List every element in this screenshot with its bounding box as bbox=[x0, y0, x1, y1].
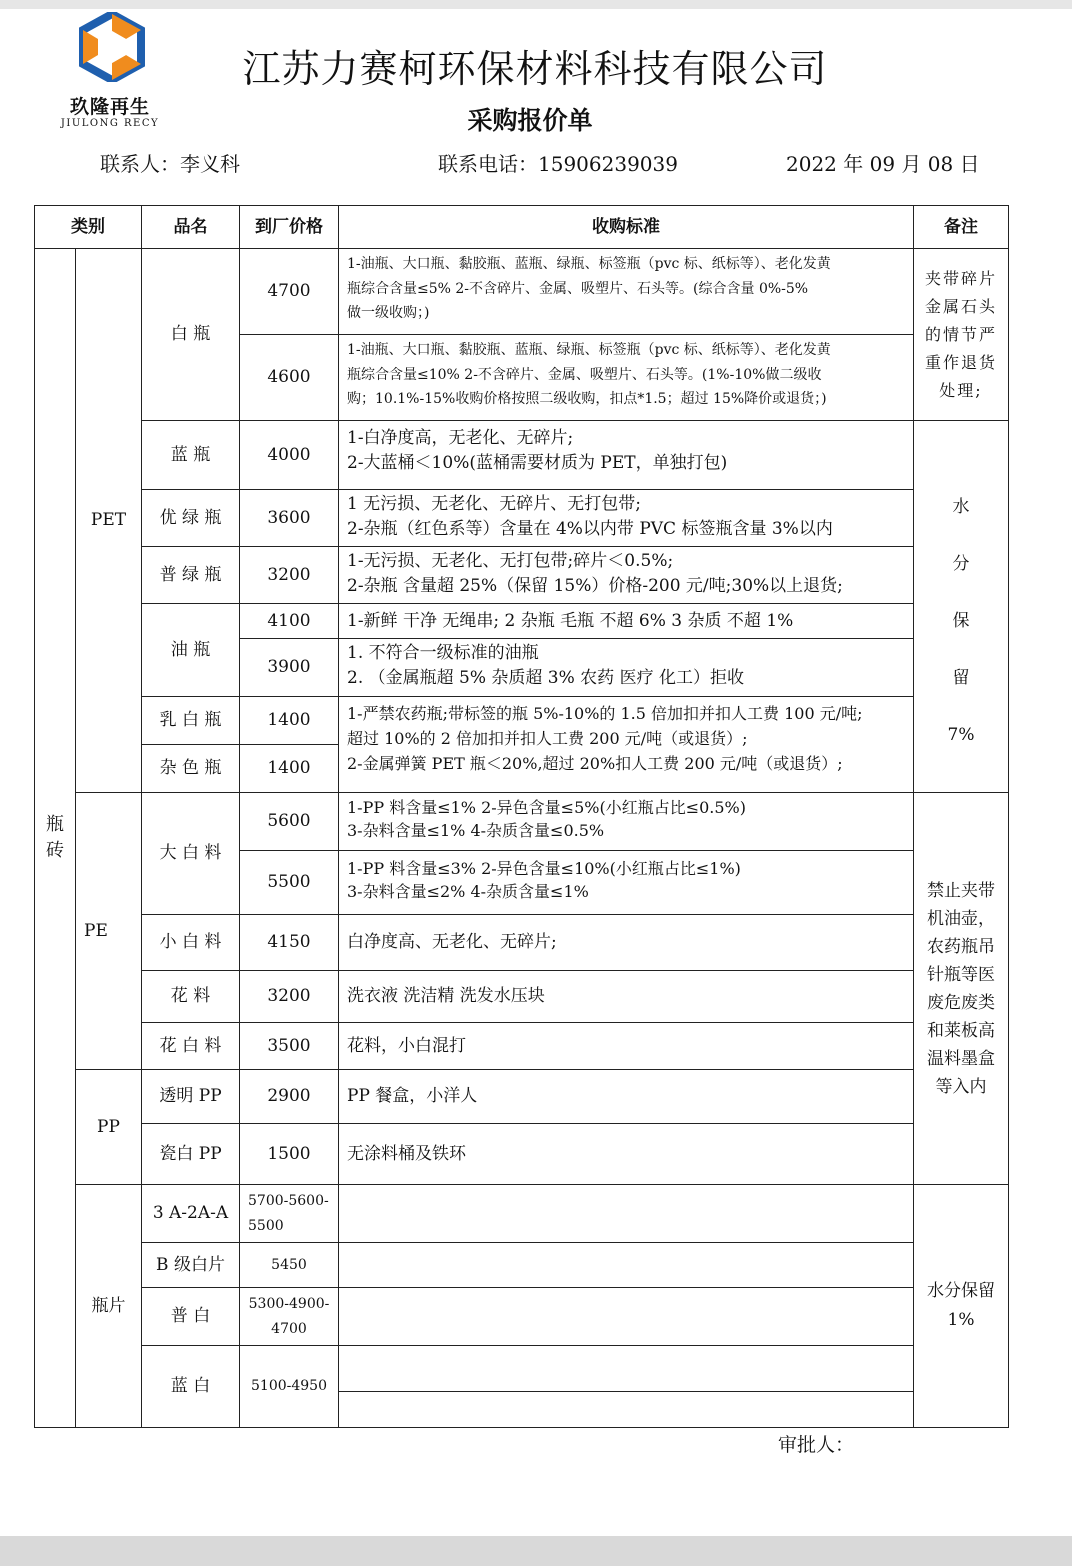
standard-premium-green bbox=[338, 489, 914, 547]
remark-line: 7% bbox=[947, 724, 975, 745]
company-logo bbox=[45, 12, 170, 137]
standard-line: 瓶综合含量≤5% 2-不含碎片、金属、吸塑片、石头等。(综合含量 0%-5% bbox=[347, 280, 809, 297]
category-char-2: 砖 bbox=[46, 840, 64, 861]
remark-white-bottle bbox=[913, 248, 1009, 421]
header-price: 到厂价格 bbox=[239, 205, 339, 249]
standard-milky-mixed bbox=[338, 696, 914, 793]
remark-line: 保 bbox=[952, 610, 970, 631]
category-bottle-brick bbox=[34, 248, 76, 1428]
standard-line: 2-杂瓶（红色系等）含量在 4%以内带 PVC 标签瓶含量 3%以内 bbox=[347, 518, 833, 539]
product-oil-bottle: 油 瓶 bbox=[141, 603, 240, 697]
standard-regular-white bbox=[338, 1287, 914, 1346]
product-colored: 花 料 bbox=[141, 970, 240, 1023]
header-product: 品名 bbox=[141, 205, 240, 249]
price-line: 5300-4900- bbox=[248, 1296, 330, 1312]
price-colored: 3200 bbox=[239, 970, 339, 1023]
standard-porcelain-pp: 无涂料桶及铁环 bbox=[338, 1123, 914, 1185]
standard-line: 1-严禁农药瓶;带标签的瓶 5%-10%的 1.5 倍加扣并扣人工费 100 元/吨; bbox=[347, 704, 863, 723]
standard-line: 做一级收购；) bbox=[347, 305, 430, 321]
price-blue-white: 5100-4950 bbox=[239, 1345, 339, 1428]
quote-date: 2022 年 09 月 08 日 bbox=[786, 152, 980, 176]
standard-line: 2-杂瓶 含量超 25%（保留 15%）价格-200 元/吨;30%以上退货; bbox=[347, 575, 843, 596]
price-oil-2: 3900 bbox=[239, 638, 339, 697]
product-transparent-pp: 透明 PP bbox=[141, 1069, 240, 1124]
standard-white-1 bbox=[338, 248, 914, 335]
price-mixed-color: 1400 bbox=[239, 744, 339, 793]
header-category: 类别 bbox=[34, 205, 142, 249]
price-oil-1: 4100 bbox=[239, 603, 339, 639]
product-white-bottle: 白 瓶 bbox=[141, 248, 240, 421]
price-porcelain-pp: 1500 bbox=[239, 1123, 339, 1185]
document-title: 采购报价单 bbox=[467, 106, 593, 135]
remark-line: 和莱板高 bbox=[927, 1021, 995, 1042]
standard-line: 瓶综合含量≤10% 2-不含碎片、金属、吸塑片、石头等。(1%-10%做二级收 bbox=[347, 366, 822, 383]
price-small-white: 4150 bbox=[239, 914, 339, 971]
remark-prohibited bbox=[913, 792, 1009, 1185]
product-large-white: 大 白 料 bbox=[141, 792, 240, 915]
price-colored-white: 3500 bbox=[239, 1022, 339, 1070]
top-edge bbox=[0, 0, 1072, 9]
standard-line: 1-白净度高，无老化、无碎片; bbox=[347, 428, 574, 448]
price-premium-green: 3600 bbox=[239, 489, 339, 547]
price-white-2: 4600 bbox=[239, 334, 339, 421]
bottom-edge bbox=[0, 1536, 1072, 1566]
price-line: 4700 bbox=[271, 1320, 307, 1337]
remark-line: 机油壶， bbox=[927, 909, 995, 930]
price-line: 5500 bbox=[248, 1217, 284, 1234]
category-char-1: 瓶 bbox=[46, 813, 64, 835]
company-name: 江苏力赛柯环保材料科技有限公司 bbox=[242, 47, 828, 91]
standard-colored: 洗衣液 洗洁精 洗发水压块 bbox=[338, 970, 914, 1023]
standard-regular-green bbox=[338, 546, 914, 604]
product-premium-green: 优 绿 瓶 bbox=[141, 489, 240, 547]
standard-line: 1-PP 料含量≤3% 2-异色含量≤10%(小红瓶占比≤1%) bbox=[347, 859, 741, 878]
standard-line: 2-金属弹簧 PET 瓶＜20%,超过 20%扣人工费 200 元/吨（或退货）; bbox=[347, 753, 843, 773]
price-white-1: 4700 bbox=[239, 248, 339, 335]
standard-line: 2. （金属瓶超 5% 杂质超 3% 农药 医疗 化工）拒收 bbox=[347, 667, 744, 688]
price-transparent-pp: 2900 bbox=[239, 1069, 339, 1124]
standard-grade-a bbox=[338, 1184, 914, 1243]
remark-line: 等入内 bbox=[935, 1077, 987, 1098]
standard-large-white-1 bbox=[338, 792, 914, 851]
remark-line: 分 bbox=[952, 553, 970, 574]
subcat-pet: PET bbox=[75, 248, 142, 793]
remark-line: 农药瓶吊 bbox=[927, 937, 995, 958]
standard-blue bbox=[338, 420, 914, 490]
product-grade-b: B 级白片 bbox=[141, 1242, 240, 1288]
product-blue-white: 蓝 白 bbox=[141, 1345, 240, 1428]
remark-line: 金属石头 bbox=[924, 297, 997, 316]
standard-large-white-2 bbox=[338, 850, 914, 915]
remark-moisture-7 bbox=[913, 420, 1009, 793]
contact-person: 联系人：李义科 bbox=[100, 152, 240, 176]
brand-chinese: 玖隆再生 bbox=[69, 96, 150, 118]
standard-line: 1-油瓶、大口瓶、黏胶瓶、蓝瓶、绿瓶、标签瓶（pvc 标、纸标等）、老化发黄 bbox=[347, 256, 831, 272]
remark-line: 夹带碎片 bbox=[924, 269, 997, 288]
standard-line: 1-PP 料含量≤1% 2-异色含量≤5%(小红瓶占比≤0.5%) bbox=[347, 798, 746, 817]
standard-line: 1-无污损、无老化、无打包带;碎片＜0.5%; bbox=[347, 551, 674, 571]
product-regular-green: 普 绿 瓶 bbox=[141, 546, 240, 604]
standard-line: 3-杂料含量≤1% 4-杂质含量≤0.5% bbox=[347, 821, 605, 841]
standard-white-2 bbox=[338, 334, 914, 421]
product-grade-a: 3 A-2A-A bbox=[141, 1184, 240, 1243]
product-blue-bottle: 蓝 瓶 bbox=[141, 420, 240, 490]
remark-line: 针瓶等医 bbox=[927, 965, 995, 986]
standard-line: 1. 不符合一级标准的油瓶 bbox=[347, 643, 539, 663]
price-blue: 4000 bbox=[239, 420, 339, 490]
hexagon-logo-icon bbox=[79, 12, 145, 82]
standard-colored-white: 花料，小白混打 bbox=[338, 1022, 914, 1070]
remark-line: 的情节严 bbox=[924, 325, 997, 344]
subcat-flakes: 瓶片 bbox=[75, 1184, 142, 1428]
standard-line: 超过 10%的 2 倍加扣并扣人工费 200 元/吨（或退货）; bbox=[347, 728, 748, 748]
remark-line: 温料墨盒 bbox=[927, 1049, 995, 1070]
remark-line: 重作退货 bbox=[924, 353, 997, 372]
brand-english: JIULONG RECY bbox=[60, 118, 160, 129]
price-grade-a bbox=[239, 1184, 339, 1243]
product-porcelain-pp: 瓷白 PP bbox=[141, 1123, 240, 1185]
remark-line: 禁止夹带 bbox=[927, 881, 995, 901]
product-mixed-color: 杂 色 瓶 bbox=[141, 744, 240, 793]
product-colored-white: 花 白 料 bbox=[141, 1022, 240, 1070]
remark-line: 废危废类 bbox=[927, 993, 995, 1014]
price-regular-white bbox=[239, 1287, 339, 1346]
remark-line: 水分保留 bbox=[927, 1281, 995, 1302]
standard-oil-1: 1-新鲜 干净 无绳串; 2 杂瓶 毛瓶 不超 6% 3 杂质 不超 1% bbox=[338, 603, 914, 639]
remark-line: 水 bbox=[952, 497, 970, 517]
price-grade-b: 5450 bbox=[239, 1242, 339, 1288]
approver-label: 审批人： bbox=[778, 1434, 855, 1456]
standard-line: 1 无污损、无老化、无碎片、无打包带; bbox=[347, 494, 641, 514]
product-milky-white: 乳 白 瓶 bbox=[141, 696, 240, 745]
price-regular-green: 3200 bbox=[239, 546, 339, 604]
standard-empty-row bbox=[338, 1391, 914, 1428]
header-standard: 收购标准 bbox=[338, 205, 914, 249]
product-small-white: 小 白 料 bbox=[141, 914, 240, 971]
price-line: 5700-5600- bbox=[248, 1193, 329, 1209]
standard-line: 1-油瓶、大口瓶、黏胶瓶、蓝瓶、绿瓶、标签瓶（pvc 标、纸标等）、老化发黄 bbox=[347, 342, 831, 358]
subcat-pe: PE bbox=[75, 792, 142, 1070]
standard-oil-2 bbox=[338, 638, 914, 697]
standard-small-white: 白净度高、无老化、无碎片; bbox=[338, 914, 914, 971]
standard-line: 购；10.1%-15%收购价格按照二级收购，扣点*1.5；超过 15%降价或退货；) bbox=[347, 391, 827, 407]
standard-line: 3-杂料含量≤2% 4-杂质含量≤1% bbox=[347, 882, 589, 902]
subcat-pp: PP bbox=[75, 1069, 142, 1185]
price-milky-white: 1400 bbox=[239, 696, 339, 745]
header-remark: 备注 bbox=[913, 205, 1009, 249]
remark-moisture-1 bbox=[913, 1184, 1009, 1428]
standard-grade-b bbox=[338, 1242, 914, 1288]
price-large-white-1: 5600 bbox=[239, 792, 339, 851]
standard-blue-white bbox=[338, 1345, 914, 1392]
remark-line: 处理; bbox=[939, 381, 983, 400]
price-large-white-2: 5500 bbox=[239, 850, 339, 915]
product-regular-white: 普 白 bbox=[141, 1287, 240, 1346]
contact-phone: 联系电话：15906239039 bbox=[438, 152, 678, 176]
remark-line: 留 bbox=[952, 667, 970, 688]
standard-transparent-pp: PP 餐盒，小洋人 bbox=[338, 1069, 914, 1124]
remark-line: 1% bbox=[947, 1310, 975, 1330]
standard-line: 2-大蓝桶＜10%(蓝桶需要材质为 PET，单独打包) bbox=[347, 452, 728, 473]
